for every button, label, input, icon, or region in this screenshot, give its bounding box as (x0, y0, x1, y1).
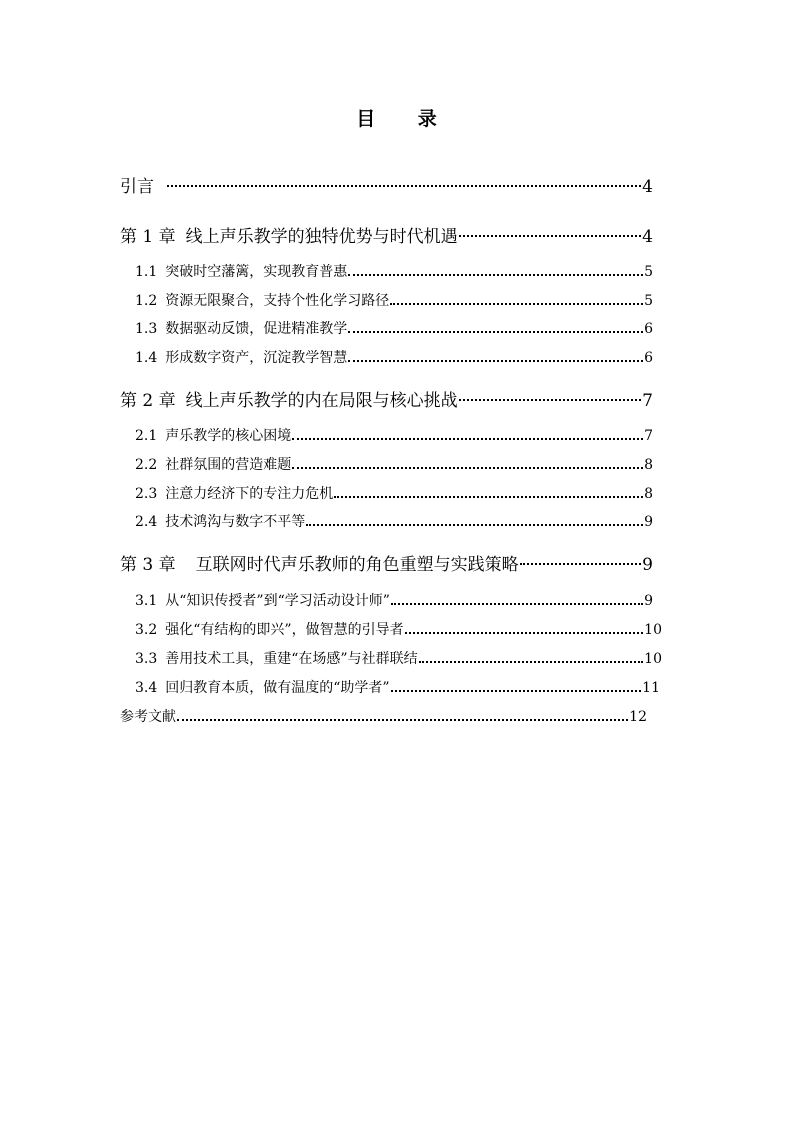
dot-leader (390, 303, 643, 305)
toc-entry-number: 第 1 章 (120, 227, 176, 247)
toc-entry-number: 1.1 (135, 264, 158, 280)
toc-entry-label: 线上声乐教学的内在局限与核心挑战 (185, 391, 458, 411)
toc-entry-label: 互联网时代声乐教师的角色重塑与实践策略 (195, 555, 519, 575)
toc-entry-number: 3.3 (135, 651, 158, 667)
toc-entry-page: 6 (644, 350, 653, 366)
dot-leader (306, 524, 643, 526)
toc-entry-page: 12 (629, 709, 647, 725)
toc-entry-page: 7 (644, 428, 653, 444)
toc-entry-label: 注意力经济下的专注力危机 (165, 486, 334, 502)
toc-entry-number: 第 2 章 (120, 391, 176, 411)
dot-leader (405, 632, 644, 634)
dot-leader (348, 274, 643, 276)
toc-entry-page: 8 (644, 486, 653, 502)
toc-entry-page: 8 (644, 457, 653, 473)
toc-entry-page: 10 (644, 651, 662, 667)
toc-entry-chapter-1[interactable] (120, 222, 653, 247)
toc-entry-number: 1.4 (135, 350, 158, 366)
toc-entry-section-3-4[interactable] (135, 677, 660, 699)
dot-leader (459, 399, 642, 401)
dot-leader (334, 496, 643, 498)
toc-entry-intro[interactable] (120, 172, 653, 197)
toc-entry-section-1-3[interactable] (135, 318, 653, 340)
toc-entry-label: 声乐教学的核心困境 (165, 428, 292, 444)
toc-entry-section-3-3[interactable] (135, 648, 662, 670)
toc-entry-section-1-1[interactable] (135, 261, 653, 283)
toc-entry-label: 社群氛围的营造难题 (165, 457, 292, 473)
toc-entry-label: 强化“有结构的即兴”，做智慧的引导者 (165, 622, 404, 638)
toc-entry-page: 4 (642, 177, 653, 197)
toc-entry-page: 5 (644, 264, 653, 280)
toc-entry-number: 3.2 (135, 622, 158, 638)
toc-entry-number: 2.1 (135, 428, 158, 444)
toc-entry-label: 从“知识传授者”到“学习活动设计师” (165, 593, 390, 609)
toc-entry-number: 3.1 (135, 593, 158, 609)
toc-entry-section-2-3[interactable] (135, 483, 653, 505)
toc-entry-number: 2.2 (135, 457, 158, 473)
toc-entry-section-2-4[interactable] (135, 511, 653, 533)
dot-leader (167, 185, 641, 187)
toc-entry-number: 1.2 (135, 293, 158, 309)
toc-entry-number: 2.4 (135, 514, 158, 530)
dot-leader (391, 690, 642, 692)
toc-entry-label: 参考文献 (120, 709, 176, 725)
toc-entry-number: 1.3 (135, 321, 158, 337)
toc-entry-label: 善用技术工具，重建“在场感”与社群联结 (165, 651, 418, 667)
toc-entry-page: 7 (642, 391, 653, 411)
toc-entry-label: 回归教育本质，做有温度的“助学者” (165, 680, 390, 696)
dot-leader (391, 603, 643, 605)
toc-entry-page: 5 (644, 293, 653, 309)
toc-entry-section-1-2[interactable] (135, 290, 653, 312)
toc-entry-label: 资源无限聚合，支持个性化学习路径 (165, 293, 390, 309)
toc-entry-chapter-3[interactable] (120, 550, 653, 575)
toc-entry-page: 10 (644, 622, 662, 638)
toc-entry-number: 2.3 (135, 486, 158, 502)
toc-entry-page: 9 (642, 555, 653, 575)
toc-entry-section-3-2[interactable] (135, 619, 662, 641)
toc-entry-label: 线上声乐教学的独特优势与时代机遇 (185, 227, 458, 247)
toc-entry-section-3-1[interactable] (135, 590, 653, 612)
dot-leader (292, 438, 643, 440)
dot-leader (177, 719, 628, 721)
toc-entry-chapter-2[interactable] (120, 386, 653, 411)
toc-title: 目 录 (356, 108, 455, 130)
toc-entry-page: 11 (642, 680, 660, 696)
toc-entry-section-2-2[interactable] (135, 454, 653, 476)
toc-entry-number: 第 3 章 (120, 555, 176, 575)
toc-entry-page: 4 (642, 227, 653, 247)
toc-entry-label: 突破时空藩篱，实现教育普惠 (165, 264, 348, 280)
toc-entry-label: 引言 (120, 177, 154, 197)
toc-entry-page: 9 (644, 514, 653, 530)
dot-leader (520, 563, 642, 565)
dot-leader (348, 360, 643, 362)
toc-entry-section-1-4[interactable] (135, 347, 653, 369)
toc-entry-section-2-1[interactable] (135, 425, 653, 447)
toc-entry-page: 6 (644, 321, 653, 337)
dot-leader (459, 235, 642, 237)
dot-leader (348, 331, 643, 333)
toc-entry-references[interactable] (120, 706, 647, 728)
toc-entry-label: 形成数字资产，沉淀教学智慧 (165, 350, 348, 366)
toc-entry-page: 9 (644, 593, 653, 609)
toc-entry-label: 技术鸿沟与数字不平等 (165, 514, 306, 530)
dot-leader (419, 661, 644, 663)
toc-entry-number: 3.4 (135, 680, 158, 696)
toc-entry-label: 数据驱动反馈，促进精准教学 (165, 321, 348, 337)
dot-leader (292, 467, 643, 469)
